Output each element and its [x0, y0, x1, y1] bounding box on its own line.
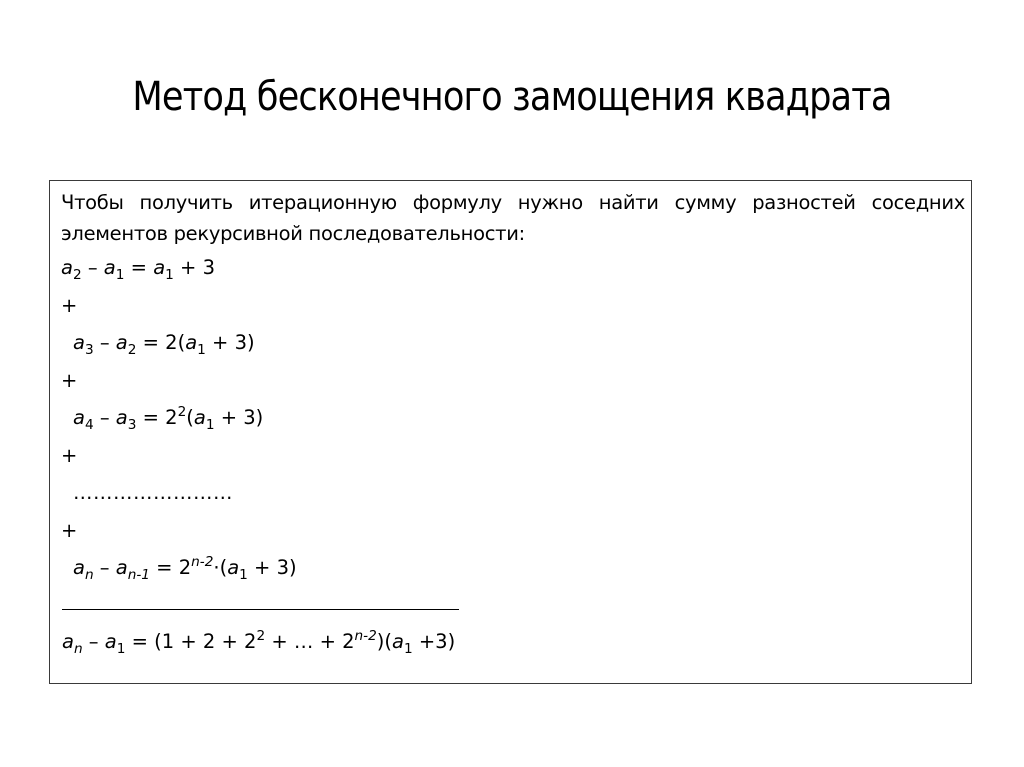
sub: 1 [116, 640, 126, 657]
var: a [103, 256, 116, 279]
op: = 2 [136, 406, 178, 429]
sup: n-2 [191, 553, 214, 570]
sub: 4 [84, 416, 94, 433]
sub: 2 [72, 266, 82, 283]
op: + … + 2 [265, 630, 355, 653]
plus-sign: + [61, 293, 78, 317]
var: a [73, 406, 85, 429]
ellipsis-row: …………………… [73, 481, 233, 504]
sub: 1 [197, 341, 206, 358]
var: a [193, 406, 206, 429]
op: + 3 [173, 256, 215, 279]
sub: 1 [115, 266, 125, 283]
equation-3 [61, 399, 965, 437]
sub: 3 [127, 416, 137, 433]
var: a [392, 630, 404, 653]
op: – [93, 406, 116, 429]
var: a [115, 556, 128, 579]
sub: n-1 [127, 566, 150, 583]
op: – [93, 556, 116, 579]
var: a [227, 556, 240, 579]
content-box [49, 180, 972, 684]
intro-text: Чтобы получить итерационную формулу нужно найти сумму разностей соседних элементов рекурсивной последовательности: [61, 191, 965, 245]
plus-sign: + [61, 443, 78, 467]
op: + 3) [247, 556, 297, 579]
sub: 2 [127, 341, 137, 358]
op: = [124, 256, 154, 279]
sup: n-2 [354, 627, 377, 644]
op: + 3) [205, 331, 255, 354]
content [61, 187, 965, 587]
var: a [104, 630, 117, 653]
op: = 2( [136, 331, 186, 354]
slide-title: Метод бесконечного замощения квадрата [132, 74, 892, 120]
sub: 3 [84, 341, 94, 358]
sum-rule-line [62, 609, 459, 610]
equation-n [61, 549, 965, 587]
sub: 1 [239, 566, 248, 583]
var: a [153, 256, 166, 279]
op: – [93, 331, 116, 354]
var: a [73, 556, 85, 579]
op: ( [186, 406, 194, 429]
plus-sign: + [61, 368, 78, 392]
op: = 2 [149, 556, 192, 579]
sub: n [73, 640, 83, 657]
op: +3) [412, 630, 456, 653]
op: = (1 + 2 + 2 [125, 630, 257, 653]
sub: 1 [205, 416, 215, 433]
equation-2 [61, 324, 965, 362]
var: a [185, 331, 198, 354]
sup: 2 [177, 403, 187, 420]
op: – [81, 256, 104, 279]
op: – [82, 630, 105, 653]
equation-1 [61, 249, 965, 287]
var: a [115, 406, 128, 429]
sup: 2 [256, 627, 266, 644]
op: ·( [213, 556, 228, 579]
result-equation [62, 623, 455, 661]
sub: 1 [403, 640, 413, 657]
sub: 1 [165, 266, 174, 283]
op: )( [376, 630, 392, 653]
var: a [61, 256, 73, 279]
var: a [115, 331, 128, 354]
sub: n [84, 566, 94, 583]
var: a [62, 630, 74, 653]
plus-sign: + [61, 518, 78, 542]
op: + 3) [214, 406, 264, 429]
var: a [73, 331, 85, 354]
